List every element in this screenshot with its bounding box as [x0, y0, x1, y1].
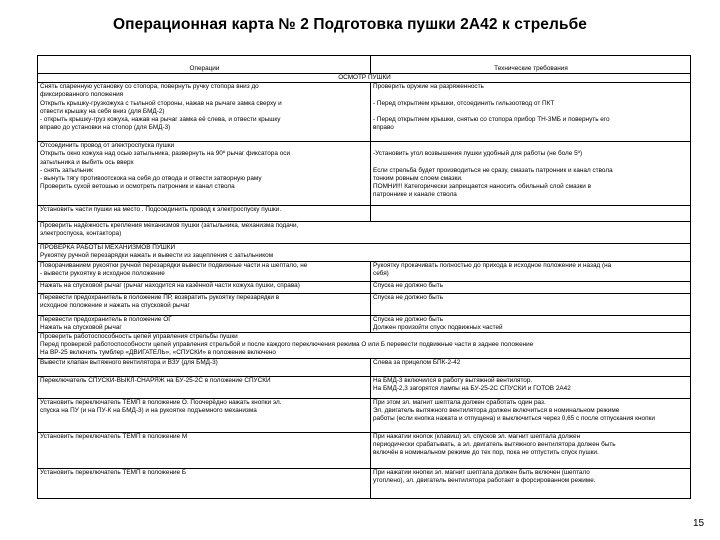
cell-line: тонким ровным слоем смазки. — [373, 174, 463, 182]
cell-line: Отсоединить провод от электроспуска пушки — [40, 142, 175, 150]
table-row — [38, 261, 691, 281]
row15-requirements — [371, 468, 691, 498]
cell-line: затыльника и выбить ось вверх — [40, 158, 134, 166]
table-row — [38, 222, 691, 244]
row10-operations — [38, 332, 691, 358]
cell-line: ПРОВЕРКА РАБОТЫ МЕХАНИЗМОВ ПУШКИ — [40, 244, 176, 252]
row3-requirements — [371, 206, 691, 222]
cell-line: - снять затыльник — [40, 166, 93, 174]
cell-line: - Перед открытием крышки, отсоединить гильзоотвод от ПКТ — [373, 99, 555, 107]
page-title: Операционная карта № 2 Подготовка пушки 2А42 к стрельбе — [113, 16, 587, 33]
cell-line: Рукоятку прокачивать полностью до прихода в исходное положение и назад (на — [373, 261, 612, 269]
cell-line — [373, 142, 689, 150]
cell-line: Перевести предохранитель в положение ПР, возвратить рукоятку перезарядки в — [40, 293, 280, 301]
cell-line: электроспуска, контактора) — [40, 230, 122, 238]
cell-line: Установить переключатель ТЕМП в положение О. Поочерёдно нажать кнопки эл. — [40, 398, 282, 406]
cell-line: - вывести рукоятку в исходное положение — [40, 269, 165, 277]
cell-line: спуска на ПУ (и на ПУ-К на БМД-3) и на рукоятке подъемного механизма — [40, 406, 257, 414]
row13-operations — [38, 398, 371, 432]
table-row — [38, 468, 691, 498]
row2-requirements — [371, 142, 691, 206]
cell-line: На БМД-3 включился в работу вытяжной вентилятор. — [373, 376, 533, 384]
cell-line: - Перед открытием крышки, снятью со стопора прибор ТН-3МБ и повернуть его — [373, 115, 610, 123]
cell-line: утоплено), эл. двигатель вентилятора работает в форсированном режиме. — [373, 476, 596, 484]
row9-requirements — [371, 315, 691, 332]
row2-operations — [38, 142, 371, 206]
cell-line: ПОМНИ!!! Категорически запрещается наносить обильный слой смазки в — [373, 183, 592, 191]
row15-operations: Установить переключатель ТЕМП в положение Б — [38, 468, 371, 498]
section-row — [38, 74, 691, 83]
row9-operations — [38, 315, 371, 332]
row8-operations — [38, 293, 371, 315]
section-inspection: ОСМОТР ПУШКИ — [38, 74, 691, 83]
cell-line: патроннике и канале ствола — [373, 191, 457, 199]
row7-operations: Нажать на спусковой рычаг (рычаг находится на казённой части кожуха пушки, справа) — [38, 281, 371, 293]
cell-line: отвести крышку на себя вниз (для БМД-2) — [40, 107, 165, 115]
cell-line: себя) — [373, 269, 389, 277]
cell-line: Если стрельба будет производиться не сразу, смазать патронник и канал ствола — [373, 166, 613, 174]
cell-line: Спуска не должно быть — [373, 315, 444, 323]
row3-operations: Установить части пушки на место . Подсоединить провод к электроспуску пушки. — [38, 206, 371, 222]
table-row — [38, 142, 691, 206]
cell-line: Должен произойти спуск подвижных частей — [373, 323, 503, 331]
cell-line — [373, 91, 689, 99]
row8-requirements: Спуска не должно быть — [371, 293, 691, 315]
cell-line: периодически срабатывать, а эл. двигатель вытяжного вентилятора должен быть — [373, 440, 616, 448]
row12-operations: Переключатель СПУСКИ-ВЫКЛ-СНАРЯЖ на БУ-25-2С в положение СПУСКИ — [38, 376, 371, 398]
cell-line: вправо до установки на стопор (для БМД-3) — [40, 124, 171, 132]
table-row — [38, 281, 691, 293]
table-row — [38, 358, 691, 376]
row6-requirements — [371, 261, 691, 281]
cell-line: Открыть окно кожуха над осью затыльника, развернуть на 90º рычаг фиксатора оси — [40, 150, 291, 158]
row14-requirements — [371, 432, 691, 468]
cell-line: Проверить надёжность крепления механизмов пушки (затыльника, механизма подачи, — [40, 222, 299, 230]
cell-line: На ВР-25 включить тумблер «ДВИГАТЕЛЬ», «СПУСКИ» в положение включено — [40, 349, 276, 357]
operations-table — [37, 55, 691, 499]
row4-operations — [38, 222, 691, 244]
cell-line — [373, 108, 689, 116]
row1-operations — [38, 83, 371, 142]
table-row — [38, 432, 691, 468]
header-requirements: Технические требования — [371, 56, 691, 74]
row1-requirements — [371, 83, 691, 142]
table-row — [38, 83, 691, 142]
page-number: 15 — [693, 518, 705, 529]
cell-line: На БМД-2,3 загорятся лампы на БУ-25-2С СПУСКИ и ГОТОВ 2А42 — [373, 384, 571, 392]
row14-operations: Установить переключатель ТЕМП в положение М — [38, 432, 371, 468]
cell-line: Нажать на спусковой рычаг — [40, 323, 122, 331]
row11-requirements: Слева за прицелом БПК-2-42 — [371, 358, 691, 376]
cell-line: Поворачиванием рукоятки ручной перезарядки вывести подвижные части на шептало, не — [40, 261, 308, 269]
cell-line: Проверить работоспособность цепей управления стрельбы пушки — [40, 332, 238, 340]
header-operations: Операции — [38, 56, 371, 74]
cell-line: При этом эл. магнит шептала должен сработать один раз. — [373, 398, 546, 406]
table-row — [38, 206, 691, 222]
cell-line: Проверить сухой ветошью и осмотреть патронник и канал ствола — [40, 183, 235, 191]
section-mechanisms — [38, 244, 691, 261]
row12-requirements — [371, 376, 691, 398]
table-row — [38, 293, 691, 315]
cell-line: Эл. двигатель вытяжного вентилятора должен включиться в номинальном режиме — [373, 406, 620, 414]
table-row — [38, 315, 691, 332]
cell-line: При нажатии кнопок (клавиш) эл. спусков эл. магнит шептала должен — [373, 432, 581, 440]
table-row — [38, 398, 691, 432]
table-row — [38, 376, 691, 398]
table-row — [38, 332, 691, 358]
row13-requirements — [371, 398, 691, 432]
cell-line: Снять спаренную установку со стопора, повернуть ручку стопора вниз до — [40, 83, 259, 91]
cell-line: фиксированного положения — [40, 91, 124, 99]
cell-line: вправо — [373, 124, 394, 132]
cell-line: -Установить угол возвышения пушки удобный для работы (не боле 5º) — [373, 150, 583, 158]
row11-operations: Вывести клапан вытяжного вентилятора и ВЗУ (для БМД-3) — [38, 358, 371, 376]
cell-line: исходное положение и нажать на спусковой рычаг — [40, 301, 190, 309]
cell-line: Рукоятку ручной перезарядки нажать и вывести из зацепления с затыльником — [40, 252, 274, 260]
row6-operations — [38, 261, 371, 281]
section-row — [38, 244, 691, 261]
cell-line: Открыть крышку-грузкожуха с тыльной стороны, нажав на рычаге замка сверху и — [40, 99, 282, 107]
cell-line: - вынуть тягу противоотскока на себя до отвода и отвести затворную раму — [40, 174, 262, 182]
row7-requirements: Спуска не должно быть — [371, 281, 691, 293]
cell-line: работы (если кнопка нажата и отпущена) и выключиться через 0,65 с после отпускания кнопки — [373, 414, 655, 422]
cell-line: включён в номинальном режиме до тех пор, пока не отпустить спуск пушки. — [373, 448, 599, 456]
cell-line: - открыть крышку-груз кожуха, нажав на рычаг замка её слева, и отвести крышку — [40, 115, 281, 123]
cell-line: Перевести предохранитель в положение ОГ — [40, 315, 172, 323]
cell-line: При нажатии кнопки эл. магнит шептала должен быть включен (шептало — [373, 468, 590, 476]
cell-line: Проверить оружие на разряженность — [373, 83, 484, 91]
table-header-row — [38, 56, 691, 74]
cell-line — [373, 159, 689, 167]
cell-line: Перед проверкой работоспособности цепей управления стрельбой и после каждого переключения режима О или Б перевести подвижные части в заднее положение — [40, 341, 534, 349]
